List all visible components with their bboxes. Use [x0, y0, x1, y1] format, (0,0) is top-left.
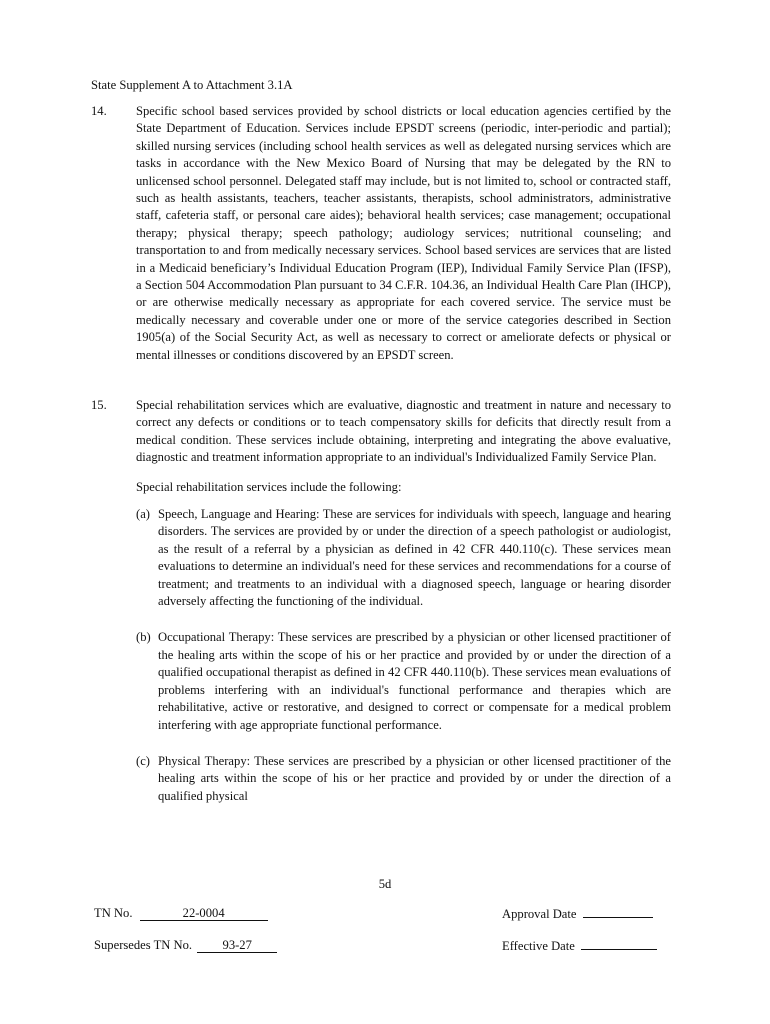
item-number: 15. — [91, 398, 107, 412]
numbered-item-14 — [91, 103, 671, 376]
subitem-b — [136, 629, 671, 733]
item-paragraph: Special rehabilitation services which are evaluative, diagnostic and treatment in nature and necessary to correct any defects or conditions or to teach compensatory skills for deficits that directly result from a medical condition. These services include obtaining, interpreting and integrating the above evaluative, diagnostic and treatment information appropriate to an individual's Individualized Family Service Plan. — [136, 398, 671, 465]
effective-date-label: Effective Date — [502, 939, 575, 953]
subitem-label: (b) — [136, 630, 151, 645]
item-paragraph: Specific school based services provided by school districts or local education agencies certified by the State Department of Education. Services include EPSDT screens (periodic, inter-periodic and partial); skilled nursing services (including school health services as well as delegated nursing services which are tasks in accordance with the New Mexico Board of Nursing that may be delegated by the RN to unlicensed school personnel. Delegated staff may include, but is not limited to, school or contracted staff, such as health assistants, teachers, teacher assistants, therapists, school administrators, administrative staff, cafeteria staff, or personal care aides); behavioral health services; case management; occupational therapy; physical therapy; speech pathology; audiology services; nutritional counseling; and transportation to and from medically necessary services. School based services are services that are listed in a Medicaid beneficiary’s Individual Education Program (IEP), Individual Family Service Plan (IFSP), a Section 504 Accommodation Plan pursuant to 34 C.F.R. 104.36, an Individual Health Care Plan (IHCP), or are otherwise medically necessary as appropriate for each covered service. The service must be medically necessary and coverable under one or more of the service categories described in Section 1905(a) of the Social Security Act, as well as necessary to correct or ameliorate defects or physical or mental illnesses or conditions discovered by an EPSDT screen. — [136, 104, 671, 362]
supersedes-value: 93-27 — [197, 938, 277, 953]
tn-label: TN No. — [94, 906, 133, 920]
subitem-a — [136, 506, 671, 610]
document-header: State Supplement A to Attachment 3.1A — [91, 78, 293, 92]
subitem-text: Occupational Therapy: These services are prescribed by a physician or other licensed practitioner of the healing arts within the scope of his or her practice and provided by or under the direction of a qualified occupational therapist as defined in 42 CFR 440.110(b). These services mean evaluations of problems interfering with an individual's functional performance and therapies which are rehabilitative, active or restorative, and designed to correct or compensate for a medical problem interfering with age appropriate functional performance. — [158, 630, 671, 732]
tn-number-row — [94, 905, 268, 922]
subitem-label: (a) — [136, 507, 150, 522]
approval-date-blank[interactable] — [583, 905, 653, 918]
page-number: 5d — [378, 877, 392, 891]
tn-value: 22-0004 — [140, 906, 268, 921]
approval-date-row — [502, 905, 653, 923]
effective-date-blank[interactable] — [581, 937, 657, 950]
item-body — [136, 397, 671, 805]
subitem-c — [136, 753, 671, 805]
subitem-text: Physical Therapy: These services are prescribed by a physician or other licensed practitioner of the healing arts within the scope of his or her practice and provided by or under the direction of a qualified physical — [158, 753, 671, 803]
approval-date-label: Approval Date — [502, 907, 577, 921]
supersedes-label: Supersedes TN No. — [94, 938, 193, 952]
numbered-item-15 — [91, 397, 671, 824]
supersedes-row — [94, 937, 277, 954]
item-body — [136, 103, 671, 364]
subitem-label: (c) — [136, 753, 150, 768]
item-paragraph: Special rehabilitation services include the following: — [136, 479, 402, 494]
effective-date-row — [502, 937, 657, 955]
item-number: 14. — [91, 104, 107, 118]
subitem-text: Speech, Language and Hearing: These are services for individuals with speech, language and hearing disorders. The services are provided by or under the direction of a speech pathologist or audiologist, as the result of a referral by a physician as defined in 42 CFR 440.110(c). These services mean evaluations to determine an individual's need for these services and recommendations for a course of treatment; and treatments to an individual with a diagnosed speech, language or hearing disorder adversely affecting the functioning of the individual. — [158, 507, 671, 609]
